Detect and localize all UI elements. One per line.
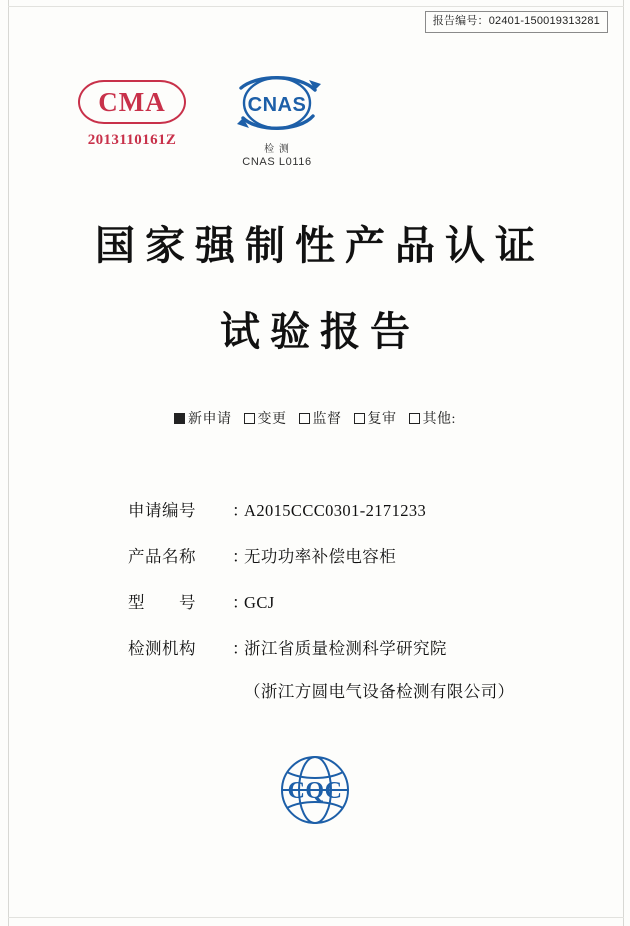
report-fields bbox=[128, 488, 558, 712]
checkbox-label-supervision: 监督 bbox=[312, 412, 342, 427]
field-testing-organization bbox=[128, 626, 558, 672]
field-model bbox=[128, 580, 558, 626]
checkbox-icon-unchecked[interactable] bbox=[244, 413, 255, 424]
field-label-product-name: 产品名称 bbox=[128, 547, 196, 566]
checkbox-label-change: 变更 bbox=[257, 412, 287, 427]
cnas-logo bbox=[212, 70, 342, 168]
checkbox-icon-unchecked[interactable] bbox=[299, 413, 310, 424]
checkbox-option-review[interactable] bbox=[354, 412, 397, 427]
cqc-seal-icon bbox=[267, 752, 363, 828]
cma-logo-letters: CMA bbox=[98, 86, 166, 117]
page-border-bottom bbox=[8, 917, 624, 918]
checkbox-icon-unchecked[interactable] bbox=[409, 413, 420, 424]
report-number-value: 02401-150019313281 bbox=[488, 15, 600, 27]
field-value-product-name: 无功功率补偿电容柜 bbox=[244, 547, 397, 566]
cnas-accreditation-code: CNAS L0116 bbox=[242, 156, 312, 168]
checkbox-option-change[interactable] bbox=[244, 412, 287, 427]
accreditation-logos bbox=[0, 70, 630, 180]
cnas-logo-subtitle: 检 测 bbox=[264, 144, 290, 155]
field-label-testing-organization: 检测机构 bbox=[128, 639, 196, 658]
checkbox-icon-unchecked[interactable] bbox=[354, 413, 365, 424]
cma-logo bbox=[72, 80, 192, 149]
page-title-line1: 国家强制性产品认证 bbox=[95, 223, 545, 268]
cnas-mark-icon bbox=[223, 70, 331, 142]
checkbox-option-other[interactable] bbox=[409, 412, 456, 427]
checkbox-icon-checked[interactable] bbox=[174, 413, 185, 424]
cma-badge-icon bbox=[78, 80, 186, 124]
field-colon: ： bbox=[232, 639, 249, 658]
checkbox-option-new[interactable] bbox=[174, 412, 232, 427]
checkbox-option-supervision[interactable] bbox=[299, 412, 342, 427]
page-title-line2: 试验报告 bbox=[220, 309, 420, 354]
page-border-top bbox=[8, 6, 624, 7]
field-colon: ： bbox=[232, 501, 249, 520]
field-label-application-number: 申请编号 bbox=[128, 501, 196, 520]
checkbox-label-review: 复审 bbox=[367, 412, 397, 427]
field-value-model: GCJ bbox=[244, 593, 275, 612]
checkbox-label-new: 新申请 bbox=[188, 412, 232, 427]
cma-certificate-number: 2013110161Z bbox=[87, 132, 177, 148]
svg-text:CNAS: CNAS bbox=[247, 94, 307, 116]
field-colon: ： bbox=[232, 547, 249, 566]
report-number-label: 报告编号： bbox=[432, 15, 489, 27]
report-number-box bbox=[425, 11, 608, 33]
field-label-model: 型 号 bbox=[128, 593, 196, 612]
field-product-name bbox=[128, 534, 558, 580]
field-colon: ： bbox=[232, 593, 249, 612]
field-application-number bbox=[128, 488, 558, 534]
field-value-testing-organization: 浙江省质量检测科学研究院 bbox=[244, 639, 447, 658]
svg-text:CQC: CQC bbox=[287, 778, 343, 804]
cqc-logo bbox=[0, 752, 630, 828]
checkbox-label-other: 其他: bbox=[422, 412, 456, 427]
field-value-application-number: A2015CCC0301-2171233 bbox=[244, 501, 427, 520]
field-value-testing-organization-sub: （浙江方圆电气设备检测有限公司） bbox=[244, 682, 515, 701]
application-type-row bbox=[0, 408, 630, 428]
